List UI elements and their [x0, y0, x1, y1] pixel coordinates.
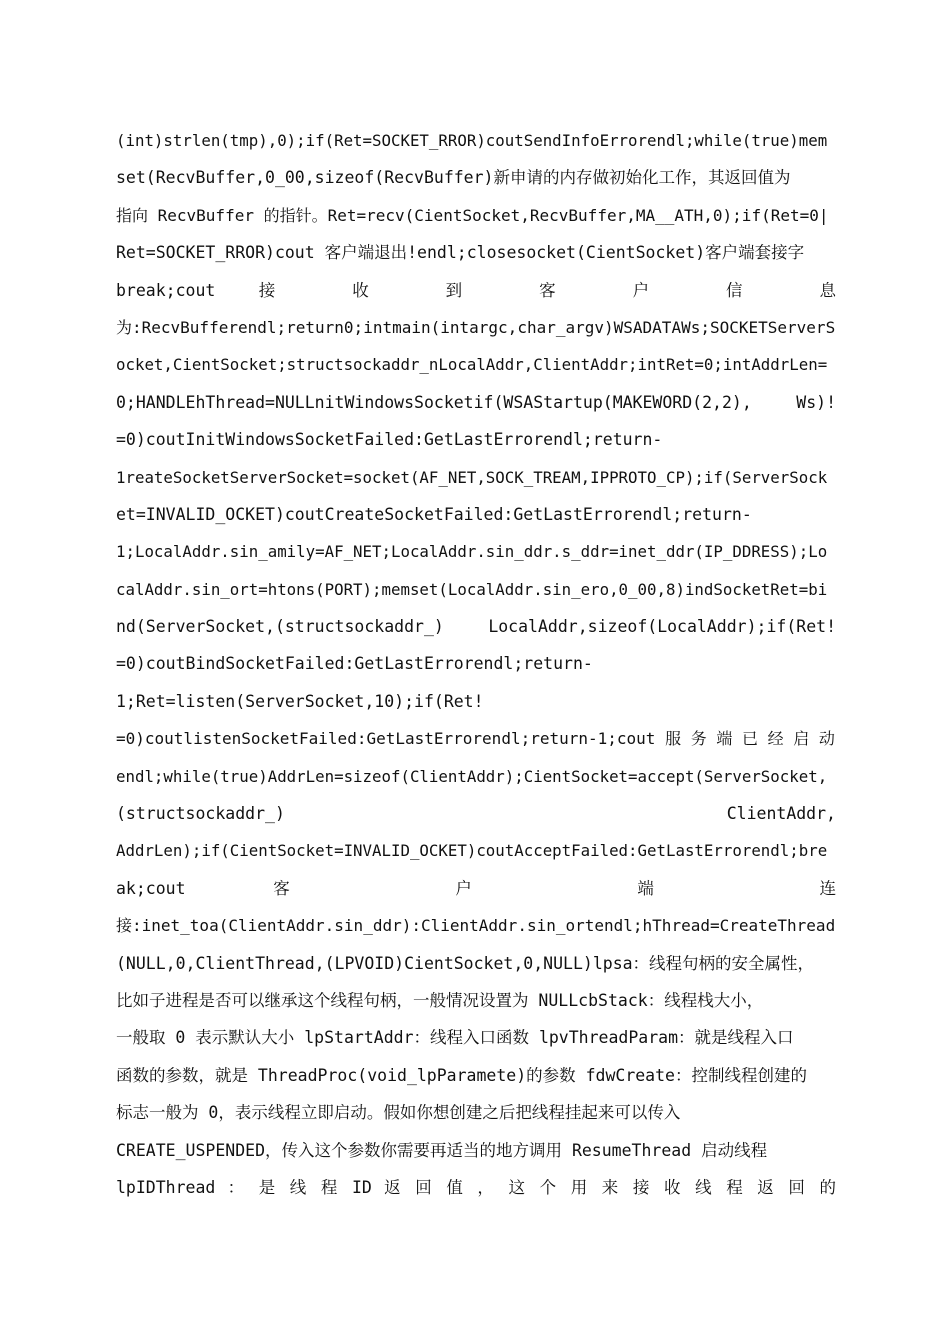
text-line: calAddr.sin_ort=htons(PORT);memset(LocalAddr.sin_ero,0_00,8)indSocketRet=bi	[116, 579, 828, 599]
text-line: lpIDThread ： 是 线 程 ID 返 回 值 ， 这 个 用 来 接 收 线 程 返 回 的	[116, 1177, 836, 1197]
text-line: ak;cout 客 户 端 连	[116, 878, 836, 898]
text-line: (structsockaddr_) ClientAddr,	[116, 804, 836, 824]
text-line: 比如子进程是否可以继承这个线程句柄，一般情况设置为 NULLcbStack：线程栈大小，	[116, 990, 764, 1010]
text-line: 接:inet_toa(ClientAddr.sin_ddr):ClientAddr.sin_ortendl;hThread=CreateThread	[116, 916, 836, 936]
text-line: endl;while(true)AddrLen=sizeof(ClientAddr);CientSocket=accept(ServerSocket,	[116, 766, 828, 786]
text-line: AddrLen);if(CientSocket=INVALID_OCKET)coutAcceptFailed:GetLastErrorendl;bre	[116, 841, 828, 861]
text-line: 标志一般为 0，表示线程立即启动。假如你想创建之后把线程挂起来可以传入	[116, 1103, 681, 1123]
text-line: 为:RecvBufferendl;return0;intmain(intargc,char_argv)WSADATAWs;SOCKETServerS	[116, 317, 836, 337]
text-line: nd(ServerSocket,(structsockaddr_) LocalAddr,sizeof(LocalAddr);if(Ret!	[116, 617, 836, 637]
text-line: set(RecvBuffer,0_00,sizeof(RecvBuffer)新申请的内存做初始化工作，其返回值为	[116, 168, 791, 188]
text-line: 函数的参数，就是 ThreadProc(void_lpParamete)的参数 fdwCreate：控制线程创建的	[116, 1065, 807, 1085]
text-line: break;cout 接 收 到 客 户 信 息	[116, 280, 836, 300]
text-line: =0)coutlistenSocketFailed:GetLastErrorendl;return-1;cout 服 务 端 已 经 启 动	[116, 729, 835, 749]
text-line: =0)coutBindSocketFailed:GetLastErrorendl;return-	[116, 654, 593, 674]
text-line: 0;HANDLEhThread=NULLnitWindowsSocketif(WSAStartup(MAKEWORD(2,2), Ws)!	[116, 392, 836, 412]
text-line: CREATE_USPENDED，传入这个参数你需要再适当的地方调用 ResumeThread 启动线程	[116, 1140, 768, 1160]
text-line: 一般取 0 表示默认大小 lpStartAddr：线程入口函数 lpvThreadParam：就是线程入口	[116, 1028, 794, 1048]
text-line: et=INVALID_OCKET)coutCreateSocketFailed:GetLastErrorendl;return-	[116, 504, 752, 524]
text-line: (NULL,0,ClientThread,(LPVOID)CientSocket,0,NULL)lpsa：线程句柄的安全属性，	[116, 953, 815, 973]
text-line: (int)strlen(tmp),0);if(Ret=SOCKET_RROR)coutSendInfoErrorendl;while(true)mem	[116, 131, 828, 150]
text-line: 1;LocalAddr.sin_amily=AF_NET;LocalAddr.sin_ddr.s_ddr=inet_ddr(IP_DDRESS);Lo	[116, 542, 828, 562]
text-line: Ret=SOCKET_RROR)cout 客户端退出!endl;closesocket(CientSocket)客户端套接字	[116, 243, 805, 263]
text-line: 1;Ret=listen(ServerSocket,10);if(Ret!	[116, 691, 484, 711]
text-line: 指向 RecvBuffer 的指针。Ret=recv(CientSocket,RecvBuffer,MA__ATH,0);if(Ret=0|	[116, 205, 829, 225]
text-line: ocket,CientSocket;structsockaddr_nLocalAddr,ClientAddr;intRet=0;intAddrLen=	[116, 355, 828, 375]
text-line: =0)coutInitWindowsSocketFailed:GetLastErrorendl;return-	[116, 430, 663, 450]
text-line: 1reateSocketServerSocket=socket(AF_NET,SOCK_TREAM,IPPROTO_CP);if(ServerSock	[116, 467, 828, 487]
body-text	[116, 122, 836, 1206]
